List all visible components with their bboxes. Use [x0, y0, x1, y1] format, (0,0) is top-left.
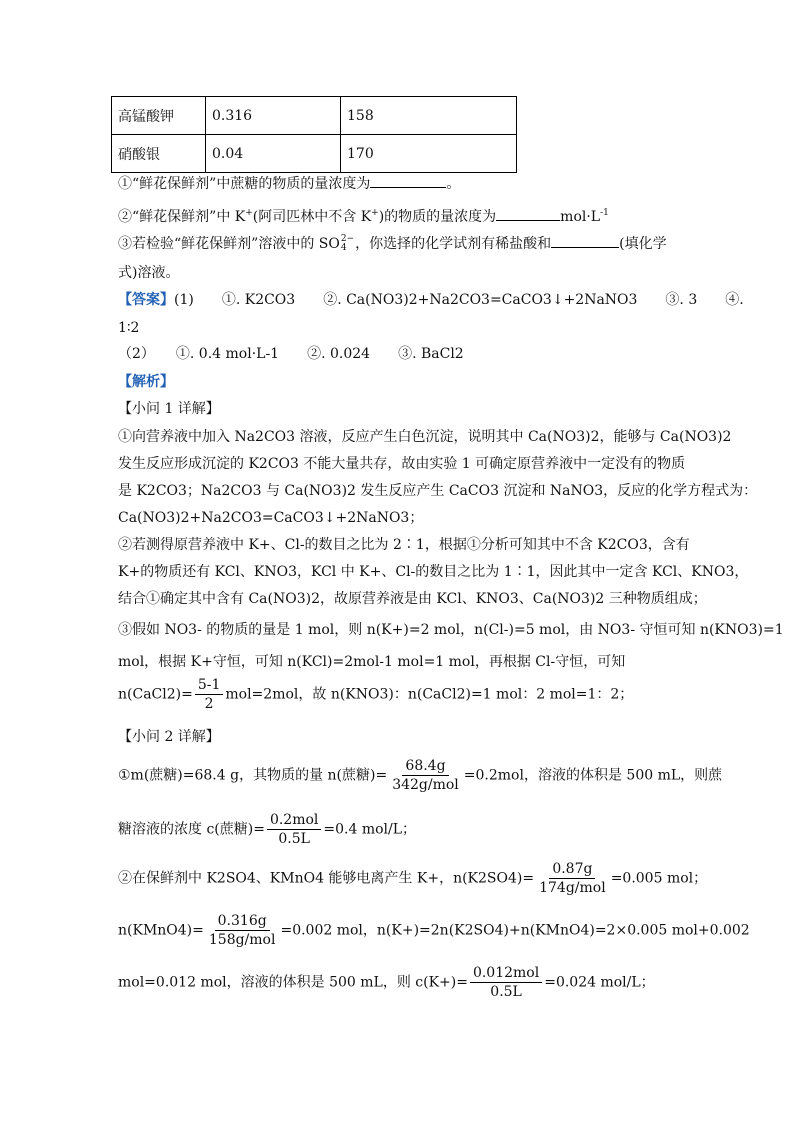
fraction: $\frac{\text{0.2mol}}{0.5L}$	[267, 811, 321, 848]
formula-line: ②在保鲜剂中 K2SO4、KMnO4 能够电离产生 K+，n(K2SO4)= $\frac{0.87g}{\text{174g/mol}}$ =0.005 mol；	[118, 861, 708, 896]
answer-blank	[370, 173, 446, 188]
subsection-2-title: 【小问 2 详解】	[118, 729, 220, 745]
formula-line: n(CaCl2)= $\frac{5-1}{2}$ mol=2mol，故 n(KNO3)：n(CaCl2)=1 mol：2 mol=1：2；	[118, 677, 634, 712]
question-1: ①“鲜花保鲜剂”中蔗糖的物质的量浓度为 。	[118, 173, 460, 194]
paragraph-line: ①向营养液中加入 Na2CO3 溶液，反应产生白色沉淀，说明其中 Ca(NO3)2，能够与 Ca(NO3)2	[118, 429, 732, 445]
table-cell-molar-mass: 170	[341, 135, 517, 173]
table-row	[112, 135, 517, 173]
table-cell-mass: 0.04	[206, 135, 341, 173]
table-cell-name: 高锰酸钾	[112, 97, 206, 135]
answer-line-2: 1∶2	[118, 320, 140, 336]
answer-blank	[496, 206, 560, 221]
paragraph-line: ③假如 NO3- 的物质的量是 1 mol，则 n(K+)=2 mol，n(Cl-)=5 mol，由 NO3- 守恒可知 n(KNO3)=1	[118, 622, 784, 638]
formula-line: ①m(蔗糖)=68.4 g，其物质的量 n(蔗糖)= $\frac{68.4g}{\text{342g/mol}}$ =0.2mol，溶液的体积是 500 mL，则蔗	[118, 758, 723, 793]
answer-tag: 【答案】	[118, 292, 174, 308]
table-row	[112, 97, 517, 135]
paragraph-line: 发生反应形成沉淀的 K2CO3 不能大量共存，故由实验 1 可确定原营养液中一定没有的物质	[118, 456, 686, 472]
fraction: $\frac{0.87g}{\text{174g/mol}}$	[539, 861, 606, 896]
answer-line-3: （2） ①. 0.4 mol·L-1 ②. 0.024 ③. BaCl2	[118, 346, 464, 362]
answer-line-1: 【答案】(1) ①. K2CO3 ②. Ca(NO3)2+Na2CO3=CaCO3↓+2NaNO3 ③. 3 ④.	[118, 292, 744, 308]
formula-line: 糖溶液的浓度 c(蔗糖)= $\frac{\text{0.2mol}}{0.5L}$ =0.4 mol/L；	[118, 812, 417, 847]
fraction: $\frac{0.316g}{\text{158g/mol}}$	[208, 913, 276, 948]
table-cell-molar-mass: 158	[341, 97, 517, 135]
formula-line: n(KMnO4)= $\frac{0.316g}{\text{158g/mol}}$ =0.002 mol，n(K+)=2n(K2SO4)+n(KMnO4)=2×0.005 mol+0.002	[118, 913, 750, 948]
fraction: $\frac{68.4g}{\text{342g/mol}}$	[392, 758, 459, 793]
question-3-cont: 式)溶液。	[118, 265, 180, 281]
fraction: $\frac{\text{0.012mol}}{0.5L}$	[470, 964, 542, 1001]
analysis-tag: 【解析】	[118, 374, 174, 390]
table-cell-name: 硝酸银	[112, 135, 206, 173]
paragraph-line: 结合①确定其中含有 Ca(NO3)2，故原营养液是由 KCl、KNO3、Ca(NO3)2 三种物质组成；	[118, 591, 707, 607]
fraction: $\frac{5-1}{2}$	[195, 676, 224, 713]
subsection-1-title: 【小问 1 详解】	[118, 401, 220, 417]
question-2: ②“鲜花保鲜剂”中 K+(阿司匹林中不含 K+)的物质的量浓度为 $mol\cdot L^{-1}$	[118, 208, 609, 225]
formula-line: mol=0.012 mol，溶液的体积是 500 mL，则 c(K+)= $\frac{\text{0.012mol}}{0.5L}$ =0.024 mol/L；	[118, 965, 655, 1000]
data-table	[111, 96, 517, 173]
paragraph-line: mol，根据 K+守恒，可知 n(KCl)=2mol-1 mol=1 mol，再根据 Cl-守恒，可知	[118, 654, 626, 670]
table-cell-mass: 0.316	[206, 97, 341, 135]
paragraph-line: 是 K2CO3；Na2CO3 与 Ca(NO3)2 发生反应产生 CaCO3 沉淀和 NaNO3，反应的化学方程式为：	[118, 483, 758, 499]
question-3: ③若检验“鲜花保鲜剂”溶液中的 SO 2− 4 ，你选择的化学试剂有稀盐酸和 (填化学	[118, 234, 667, 253]
paragraph-line: ②若测得原营养液中 K+、Cl-的数目之比为 2∶1，根据①分析可知其中不含 K2CO3，含有	[118, 537, 690, 553]
answer-blank	[551, 233, 619, 248]
paragraph-line: Ca(NO3)2+Na2CO3=CaCO3↓+2NaNO3；	[118, 510, 424, 526]
paragraph-line: K+的物质还有 KCl、KNO3，KCl 中 K+、Cl-的数目之比为 1∶1，因此其中一定含 KCl、KNO3，	[118, 564, 749, 580]
